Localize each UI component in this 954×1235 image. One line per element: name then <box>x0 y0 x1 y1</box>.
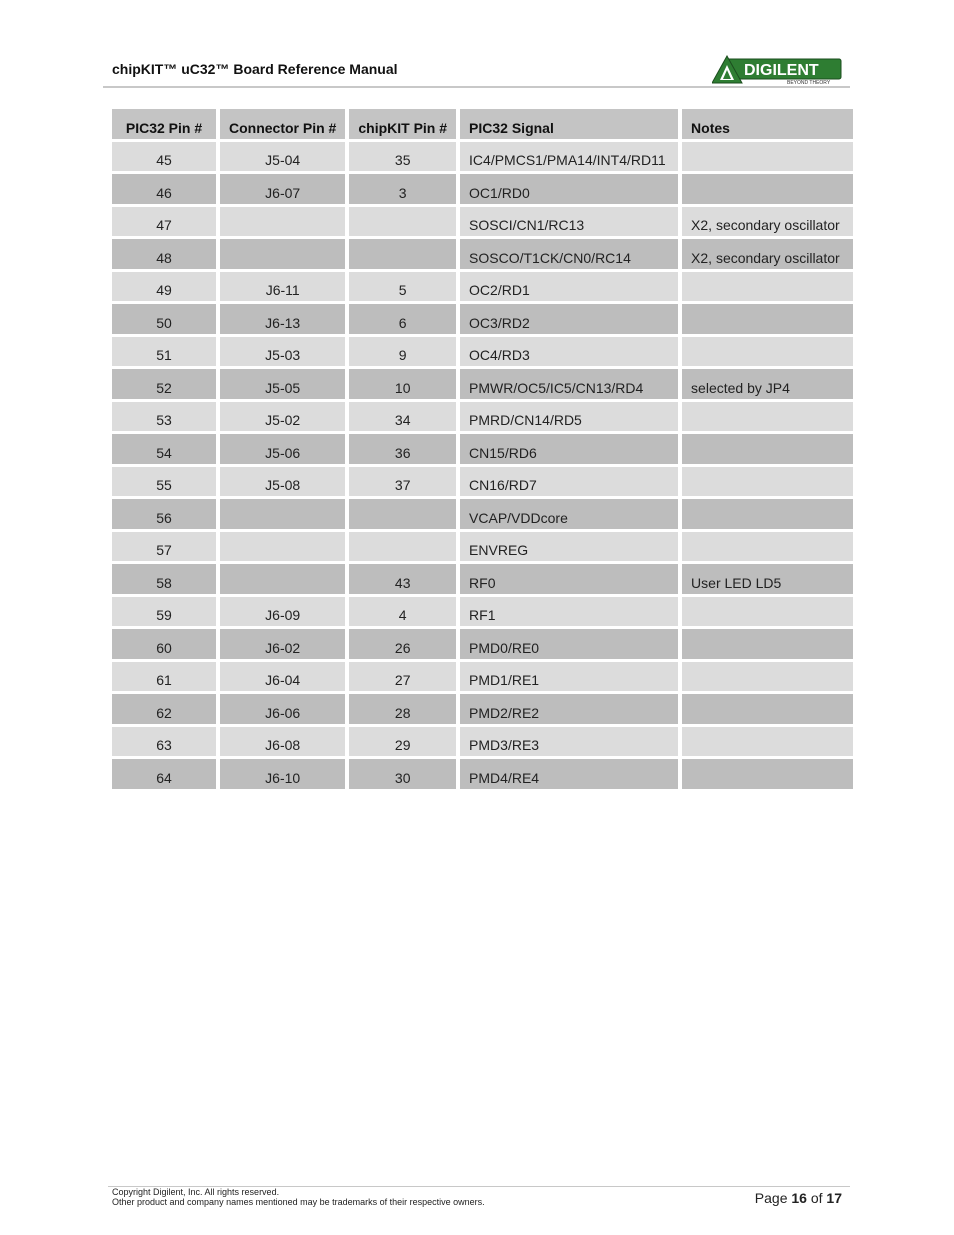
table-row <box>112 207 853 237</box>
chipkit-pin-cell: 34 <box>349 402 456 432</box>
pic32-signal-cell: IC4/PMCS1/PMA14/INT4/RD11 <box>460 142 678 172</box>
connector-pin-cell: J5-05 <box>220 369 345 399</box>
pic32-signal-cell: PMWR/OC5/IC5/CN13/RD4 <box>460 369 678 399</box>
chipkit-pin-cell: 43 <box>349 564 456 594</box>
notes-cell <box>682 402 853 432</box>
connector-pin-cell <box>220 207 345 237</box>
copyright-text: Copyright Digilent, Inc. All rights reserved. <box>112 1187 280 1197</box>
connector-pin-cell: J6-07 <box>220 174 345 204</box>
pic32-signal-cell: SOSCO/T1CK/CN0/RC14 <box>460 239 678 269</box>
pic32-pin-cell: 61 <box>112 662 216 692</box>
table-row <box>112 597 853 627</box>
chipkit-pin-cell: 28 <box>349 694 456 724</box>
connector-pin-cell: J5-08 <box>220 467 345 497</box>
pic32-signal-cell: CN15/RD6 <box>460 434 678 464</box>
notes-cell <box>682 759 853 789</box>
digilent-logo <box>712 55 842 85</box>
chipkit-pin-cell <box>349 532 456 562</box>
table-row <box>112 467 853 497</box>
pic32-pin-cell: 56 <box>112 499 216 529</box>
pic32-signal-cell: PMD0/RE0 <box>460 629 678 659</box>
col-header-chipkit-pin: chipKIT Pin # <box>349 109 456 139</box>
chipkit-pin-cell: 37 <box>349 467 456 497</box>
notes-cell: selected by JP4 <box>682 369 853 399</box>
pic32-pin-cell: 49 <box>112 272 216 302</box>
chipkit-pin-cell: 35 <box>349 142 456 172</box>
pic32-pin-cell: 50 <box>112 304 216 334</box>
pic32-signal-cell: PMD1/RE1 <box>460 662 678 692</box>
table-row <box>112 694 853 724</box>
chipkit-pin-cell: 6 <box>349 304 456 334</box>
notes-cell <box>682 629 853 659</box>
pic32-signal-cell: PMD2/RE2 <box>460 694 678 724</box>
notes-cell: X2, secondary oscillator <box>682 207 853 237</box>
pic32-pin-cell: 53 <box>112 402 216 432</box>
table-row <box>112 304 853 334</box>
notes-cell <box>682 694 853 724</box>
trademark-text: Other product and company names mentioned may be trademarks of their respective owners. <box>112 1197 485 1207</box>
connector-pin-cell: J6-02 <box>220 629 345 659</box>
document-title: chipKIT™ uC32™ Board Reference Manual <box>112 61 398 77</box>
notes-cell <box>682 434 853 464</box>
table-row <box>112 142 853 172</box>
col-header-pic32-signal: PIC32 Signal <box>460 109 678 139</box>
table-row <box>112 759 853 789</box>
table-row <box>112 174 853 204</box>
connector-pin-cell: J5-06 <box>220 434 345 464</box>
pic32-pin-cell: 57 <box>112 532 216 562</box>
pic32-pin-cell: 45 <box>112 142 216 172</box>
connector-pin-cell: J6-04 <box>220 662 345 692</box>
notes-cell <box>682 727 853 757</box>
pic32-signal-cell: OC3/RD2 <box>460 304 678 334</box>
pic32-signal-cell: PMRD/CN14/RD5 <box>460 402 678 432</box>
pic32-pin-cell: 60 <box>112 629 216 659</box>
chipkit-pin-cell: 27 <box>349 662 456 692</box>
notes-cell <box>682 662 853 692</box>
pic32-pin-cell: 51 <box>112 337 216 367</box>
page-current: 16 <box>791 1190 807 1206</box>
connector-pin-cell: J6-09 <box>220 597 345 627</box>
table-row <box>112 239 853 269</box>
connector-pin-cell: J6-06 <box>220 694 345 724</box>
pic32-signal-cell: CN16/RD7 <box>460 467 678 497</box>
notes-cell <box>682 532 853 562</box>
connector-pin-cell: J6-11 <box>220 272 345 302</box>
page-prefix: Page <box>754 1190 788 1206</box>
table-row <box>112 499 853 529</box>
connector-pin-cell: J5-03 <box>220 337 345 367</box>
connector-pin-cell: J6-13 <box>220 304 345 334</box>
logo-wordmark: DIGILENT <box>744 62 819 79</box>
pic32-signal-cell: VCAP/VDDcore <box>460 499 678 529</box>
table-row <box>112 434 853 464</box>
chipkit-pin-cell: 26 <box>349 629 456 659</box>
notes-cell <box>682 304 853 334</box>
notes-cell <box>682 272 853 302</box>
chipkit-pin-cell <box>349 499 456 529</box>
chipkit-pin-cell: 4 <box>349 597 456 627</box>
col-header-pic32-pin: PIC32 Pin # <box>112 109 216 139</box>
connector-pin-cell <box>220 532 345 562</box>
table-row <box>112 727 853 757</box>
chipkit-pin-cell: 10 <box>349 369 456 399</box>
pic32-pin-cell: 64 <box>112 759 216 789</box>
pic32-pin-cell: 63 <box>112 727 216 757</box>
connector-pin-cell: J6-10 <box>220 759 345 789</box>
pic32-signal-cell: OC4/RD3 <box>460 337 678 367</box>
chipkit-pin-cell: 9 <box>349 337 456 367</box>
page-number <box>755 1190 842 1206</box>
page-of: of <box>810 1190 823 1206</box>
pic32-signal-cell: RF1 <box>460 597 678 627</box>
col-header-notes: Notes <box>682 109 853 139</box>
connector-pin-cell: J5-04 <box>220 142 345 172</box>
connector-pin-cell <box>220 564 345 594</box>
table-row <box>112 369 853 399</box>
table-row <box>112 532 853 562</box>
pic32-signal-cell: PMD3/RE3 <box>460 727 678 757</box>
chipkit-pin-cell: 5 <box>349 272 456 302</box>
table-row <box>112 402 853 432</box>
pin-table <box>108 106 857 792</box>
notes-cell <box>682 597 853 627</box>
notes-cell <box>682 142 853 172</box>
pic32-signal-cell: PMD4/RE4 <box>460 759 678 789</box>
pic32-pin-cell: 59 <box>112 597 216 627</box>
connector-pin-cell: J6-08 <box>220 727 345 757</box>
connector-pin-cell: J5-02 <box>220 402 345 432</box>
notes-cell: User LED LD5 <box>682 564 853 594</box>
page-total: 17 <box>826 1190 842 1206</box>
pic32-pin-cell: 55 <box>112 467 216 497</box>
pic32-signal-cell: RF0 <box>460 564 678 594</box>
pin-table-header <box>112 109 853 139</box>
header-divider <box>103 86 850 88</box>
pic32-pin-cell: 47 <box>112 207 216 237</box>
connector-pin-cell <box>220 239 345 269</box>
chipkit-pin-cell: 36 <box>349 434 456 464</box>
footer-legal <box>112 1187 485 1207</box>
pic32-signal-cell: OC2/RD1 <box>460 272 678 302</box>
chipkit-pin-cell: 3 <box>349 174 456 204</box>
notes-cell <box>682 467 853 497</box>
pic32-signal-cell: SOSCI/CN1/RC13 <box>460 207 678 237</box>
chipkit-pin-cell <box>349 239 456 269</box>
notes-cell: X2, secondary oscillator <box>682 239 853 269</box>
pic32-pin-cell: 46 <box>112 174 216 204</box>
table-row <box>112 337 853 367</box>
pin-table-body <box>112 142 853 789</box>
notes-cell <box>682 499 853 529</box>
table-row <box>112 272 853 302</box>
pic32-pin-cell: 48 <box>112 239 216 269</box>
notes-cell <box>682 337 853 367</box>
chipkit-pin-cell: 29 <box>349 727 456 757</box>
table-row <box>112 662 853 692</box>
notes-cell <box>682 174 853 204</box>
pic32-signal-cell: ENVREG <box>460 532 678 562</box>
pic32-pin-cell: 54 <box>112 434 216 464</box>
logo-tagline: BEYOND THEORY <box>787 80 831 85</box>
col-header-connector-pin: Connector Pin # <box>220 109 345 139</box>
pic32-pin-cell: 58 <box>112 564 216 594</box>
chipkit-pin-cell <box>349 207 456 237</box>
connector-pin-cell <box>220 499 345 529</box>
pic32-signal-cell: OC1/RD0 <box>460 174 678 204</box>
pic32-pin-cell: 52 <box>112 369 216 399</box>
pic32-pin-cell: 62 <box>112 694 216 724</box>
chipkit-pin-cell: 30 <box>349 759 456 789</box>
table-row <box>112 629 853 659</box>
table-row <box>112 564 853 594</box>
